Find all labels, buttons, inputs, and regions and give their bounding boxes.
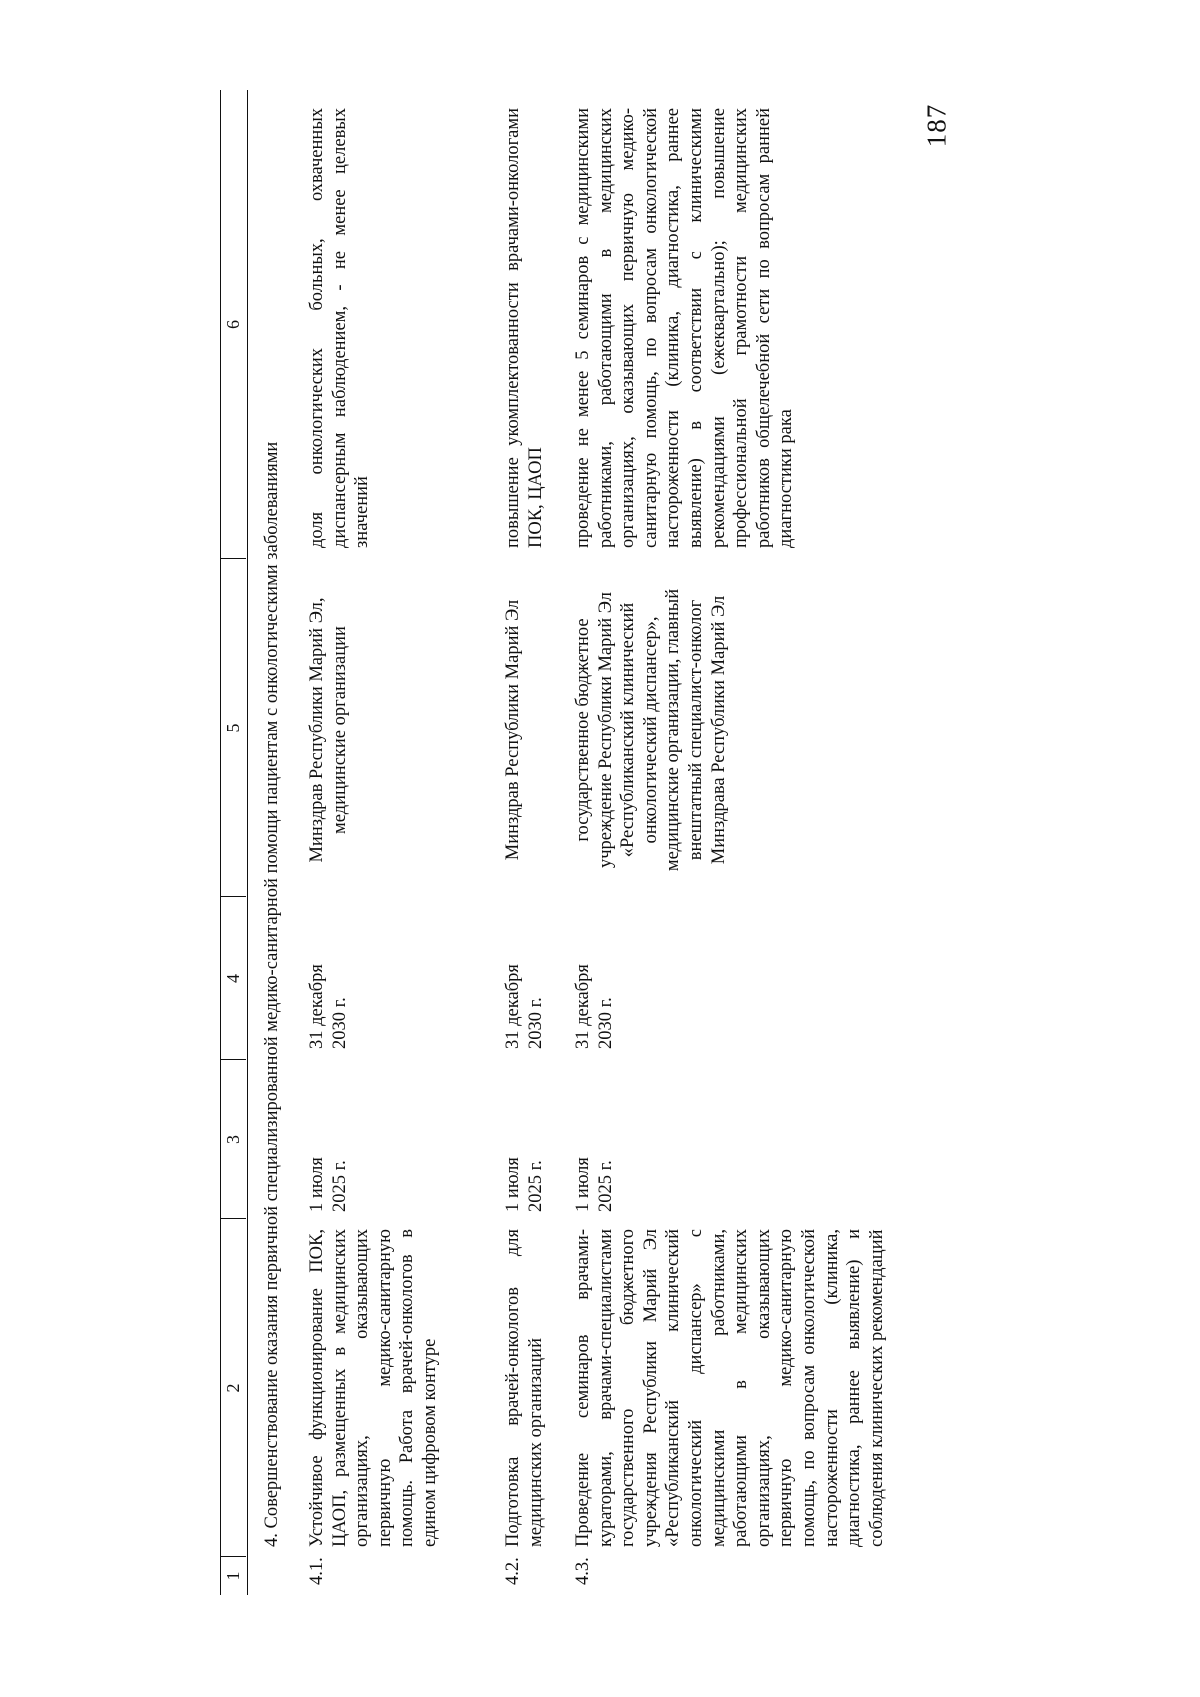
event-name: Проведение семинаров врачами-кураторами, врачами-специалистами государственного бюджетного учреждения Республики Марий Эл «Республиканский клинический онкологический диспансер» с медицинскими работниками, работающими в медицинских организациях, оказывающих первичную медико-санитарную помощь, по вопросам онкологической настороженности (клиника, диагностика, раннее выявление) и соблюдения клинических рекомендаций bbox=[573, 1229, 887, 1547]
start-date-day: 1 июля bbox=[503, 1157, 523, 1212]
responsible: Минздрав Республики Марий Эл bbox=[503, 599, 523, 861]
row-number: 4.1. bbox=[307, 1557, 327, 1585]
start-date-year: 2025 г. bbox=[525, 1160, 546, 1212]
start-date-day: 1 июля bbox=[573, 1157, 593, 1212]
end-date-year: 2030 г. bbox=[595, 997, 616, 1049]
row-number: 4.2. bbox=[503, 1557, 523, 1585]
result: повышение укомплектованности врачами-онкологами ПОК, ЦАОП bbox=[503, 108, 546, 548]
section-title: 4. Совершенствование оказания первичной специализированной медико-санитарной помощи пациентам с онкологическими заболеваниями bbox=[262, 441, 282, 1547]
start-date-year: 2025 г. bbox=[329, 1160, 350, 1212]
end-date bbox=[572, 909, 617, 1049]
event-name: Устойчивое функционирование ПОК, ЦАОП, размещенных в медицинских организациях, оказывающих первичную медико-санитарную помощь. Работа врачей-онкологов в едином цифровом контуре bbox=[307, 1229, 440, 1547]
end-date-day: 31 декабря bbox=[503, 964, 523, 1049]
header-col-1: 1 bbox=[223, 1571, 243, 1581]
end-date-year: 2030 г. bbox=[525, 997, 546, 1049]
result: доля онкологических больных, охваченных диспансерным наблюдением, - не менее целевых значений bbox=[307, 108, 373, 548]
header-col-4: 4 bbox=[223, 974, 243, 983]
end-date bbox=[306, 909, 351, 1049]
start-date-year: 2025 г. bbox=[595, 1160, 616, 1212]
header-col-3: 3 bbox=[223, 1135, 243, 1144]
start-date-day: 1 июля bbox=[307, 1157, 327, 1212]
end-date bbox=[502, 909, 547, 1049]
row-number: 4.3. bbox=[573, 1557, 593, 1585]
rotated-table bbox=[220, 90, 887, 1595]
header-col-2: 2 bbox=[223, 1383, 243, 1393]
responsible: государственное бюджетное учреждение Республики Марий Эл «Республиканский клинический онкологический диспансер», медицинские организации, главный внештатный специалист-онколог Минздрава Республики Марий Эл bbox=[573, 588, 729, 872]
responsible: Минздрав Республики Марий Эл, медицинские организации bbox=[307, 597, 350, 863]
result: проведение не менее 5 семинаров с медицинскими работниками, работающими в медицинских организациях, оказывающих первичную медико-санитарную помощь, по вопросам онкологической настороженности (клиника, диагностика, раннее выявление) в соответствии с клиническими рекомендациями (ежеквартально); повышение профессиональной грамотности медицинских работников общелечебной сети по вопросам ранней диагностики рака bbox=[573, 108, 797, 548]
end-date-day: 31 декабря bbox=[573, 964, 593, 1049]
end-date-year: 2030 г. bbox=[329, 997, 350, 1049]
start-date bbox=[502, 1072, 547, 1212]
start-date bbox=[572, 1072, 617, 1212]
table-header bbox=[220, 90, 248, 1595]
page-number: 187 bbox=[921, 103, 952, 148]
end-date-day: 31 декабря bbox=[307, 964, 327, 1049]
event-name: Подготовка врачей-онкологов для медицинских организаций bbox=[503, 1229, 546, 1547]
header-col-5: 5 bbox=[223, 723, 243, 733]
header-col-6: 6 bbox=[223, 320, 243, 329]
start-date bbox=[306, 1072, 351, 1212]
